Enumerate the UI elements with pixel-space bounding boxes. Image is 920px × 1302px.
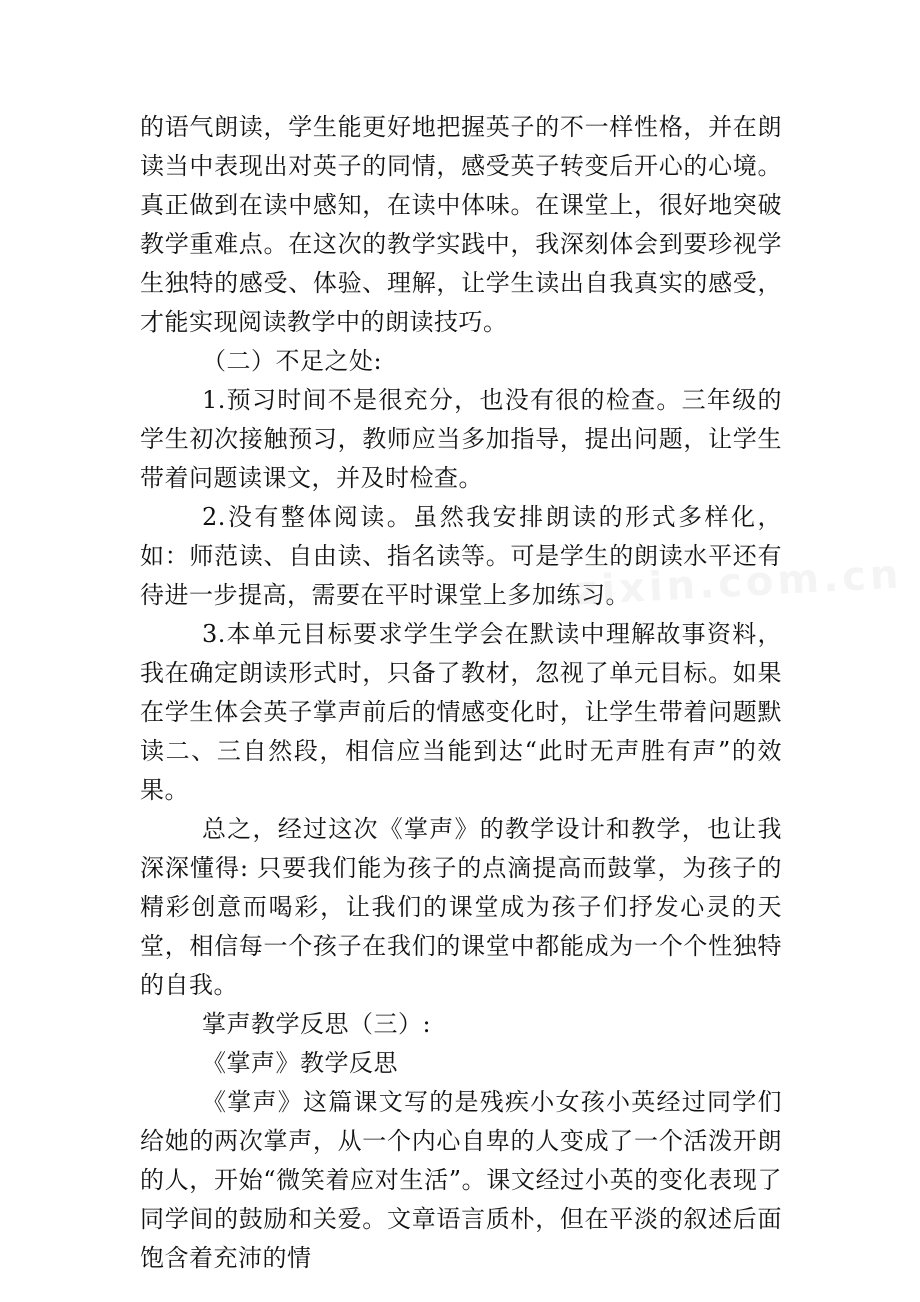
list-item-1: 1.预习时间不是很充分，也没有很的检查。三年级的学生初次接触预习，教师应当多加指导，提出问题，让学生带着问题读课文，并及时检查。 [140, 386, 782, 492]
section-heading-reflection-3: 掌声教学反思（三）: [202, 1010, 432, 1038]
list-item-2: 2.没有整体阅读。虽然我安排朗读的形式多样化，如：师范读、自由读、指名读等。可是学生的朗读水平还有待进一步提高，需要在平时课堂上多加练习。 [140, 503, 782, 609]
watermark-text: zixin.com.cn [573, 551, 904, 615]
paragraph-intro: 《掌声》这篇课文写的是残疾小女孩小英经过同学们给她的两次掌声，从一个内心自卑的人变成了一个活泼开朗的人，开始“微笑着应对生活”。课文经过小英的变化表现了同学间的鼓励和关爱。文章语言质朴，但在平淡的叙述后面饱含着充沛的情 [140, 1088, 782, 1272]
paragraph-summary: 总之，经过这次《掌声》的教学设计和教学，也让我深深懂得: 只要我们能为孩子的点滴提高而鼓掌，为孩子的精彩创意而喝彩，让我们的课堂成为孩子们抒发心灵的天堂，相信每一个孩子在我们的课堂中都能成为一个个性独特的自我。 [140, 815, 782, 999]
article-title: 《掌声》教学反思 [202, 1049, 398, 1077]
list-item-3: 3.本单元目标要求学生学会在默读中理解故事资料，我在确定朗读形式时，只备了教材，忽视了单元目标。如果在学生体会英子掌声前后的情感变化时，让学生带着问题默读二、三自然段，相信应当能到达“此时无声胜有声”的效果。 [140, 620, 782, 804]
paragraph-continuation: 的语气朗读，学生能更好地把握英子的不一样性格，并在朗读当中表现出对英子的同情，感受英子转变后开心的心境。真正做到在读中感知，在读中体味。在课堂上，很好地突破教学重难点。在这次的教学实践中，我深刻体会到要珍视学生独特的感受、体验、理解，让学生读出自我真实的感受，才能实现阅读教学中的朗读技巧。 [140, 113, 782, 336]
section-heading-shortcomings: （二）不足之处: [202, 347, 383, 375]
document-body [140, 108, 782, 1278]
